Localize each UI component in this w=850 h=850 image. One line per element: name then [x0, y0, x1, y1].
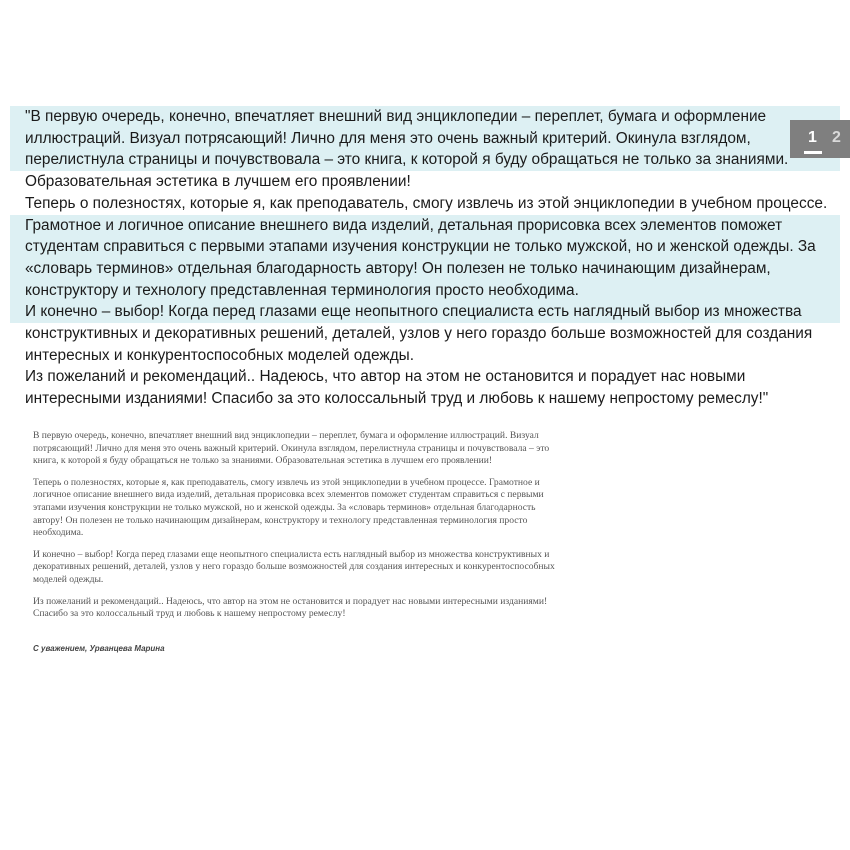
letter-line: В первую очередь, конечно, впечатляет внешний вид энциклопедии – переплет, бумага и оформление иллюстраций. Визуал — [33, 430, 539, 441]
page-1-button[interactable]: 1 — [808, 129, 817, 146]
scanned-letter — [33, 430, 603, 655]
letter-line: декоративных решений, деталей, узлов у него гораздо больше возможностей для создания интересных и конкурентоспособных — [33, 561, 555, 573]
review-line: конструктору и технологу представленная терминология просто необходима. — [10, 280, 840, 302]
letter-line: Спасибо за это колоссальный труд и любовь к нашему непростому ремеслу! — [33, 608, 346, 620]
letter-line: Теперь о полезностях, которые я, как преподаватель, смогу извлечь из этой энциклопедии в учебном процессе. Грамотное и — [33, 476, 540, 488]
review-text — [10, 106, 840, 410]
pagination[interactable] — [790, 120, 850, 158]
review-line: "В первую очередь, конечно, впечатляет внешний вид энциклопедии – переплет, бумага и оформление — [10, 106, 840, 128]
review-line: студентам справиться с первыми этапами изучения конструкции не только мужской, но и женской одежды. За — [10, 236, 840, 258]
review-line: Из пожеланий и рекомендаций.. Надеюсь, что автор на этом не остановится и порадует нас новыми — [25, 368, 746, 386]
review-line: Грамотное и логичное описание внешнего вида изделий, детальная прорисовка всех элементов поможет — [10, 215, 840, 237]
review-line: иллюстраций. Визуал потрясающий! Лично для меня это очень важный критерий. Окинула взглядом, — [10, 128, 840, 150]
letter-line: И конечно – выбор! Когда перед глазами еще неопытного специалиста есть наглядный выбор из множества конструктивных и — [33, 548, 550, 560]
letter-paragraph — [33, 549, 603, 587]
review-line: Образовательная эстетика в лучшем его проявлении! — [25, 173, 411, 191]
letter-line: этапами изучения конструкции не только мужской, но и женской одежды. За «словарь терминов» отдельная благодарность — [33, 501, 536, 513]
review-line: «словарь терминов» отдельная благодарность автору! Он полезен не только начинающим дизайнерам, — [10, 258, 840, 280]
letter-line: необходима. — [33, 527, 84, 539]
page-2-button[interactable]: 2 — [832, 129, 841, 146]
letter-paragraph — [33, 596, 603, 621]
active-page-indicator — [804, 151, 822, 154]
review-line: интересными изданиями! Спасибо за это колоссальный труд и любовь к нашему непростому ремеслу!" — [25, 390, 769, 408]
review-line: интересных и конкурентоспособных моделей одежды. — [25, 346, 415, 364]
letter-signature: С уважением, Урванцева Марина — [33, 643, 165, 653]
review-line: конструктивных и декоративных решений, деталей, узлов у него гораздо больше возможностей для создания — [25, 325, 813, 343]
letter-line: потрясающий! Лично для меня это очень важный критерий. Окинула взглядом, перелистнула страницы и почувствовала – это — [33, 442, 550, 454]
letter-line: книга, к которой я буду обращаться не только за знаниями. Образовательная эстетика в лучшем его проявлении! — [33, 455, 493, 467]
letter-line: моделей одежды. — [33, 573, 104, 585]
review-line: Теперь о полезностях, которые я, как преподаватель, смогу извлечь из этой энциклопедии в учебном процессе. — [25, 194, 828, 212]
letter-paragraph — [33, 477, 603, 540]
letter-line: автору! Он полезен не только начинающим дизайнерам, конструктору и технологу представленная терминология просто — [33, 514, 528, 526]
letter-line: Из пожеланий и рекомендаций.. Надеюсь, что автор на этом не остановится и порадует нас новыми интересными изданиями! — [33, 595, 548, 607]
letter-line: логичное описание внешнего вида изделий, детальная прорисовка всех элементов поможет студентам справиться с первыми — [33, 489, 544, 501]
review-line: перелистнула страницы и почувствовала – это книга, к которой я буду обращаться не только за знаниями. — [10, 149, 840, 171]
letter-paragraph — [33, 430, 603, 468]
review-line: И конечно – выбор! Когда перед глазами еще неопытного специалиста есть наглядный выбор из множества — [10, 301, 840, 323]
